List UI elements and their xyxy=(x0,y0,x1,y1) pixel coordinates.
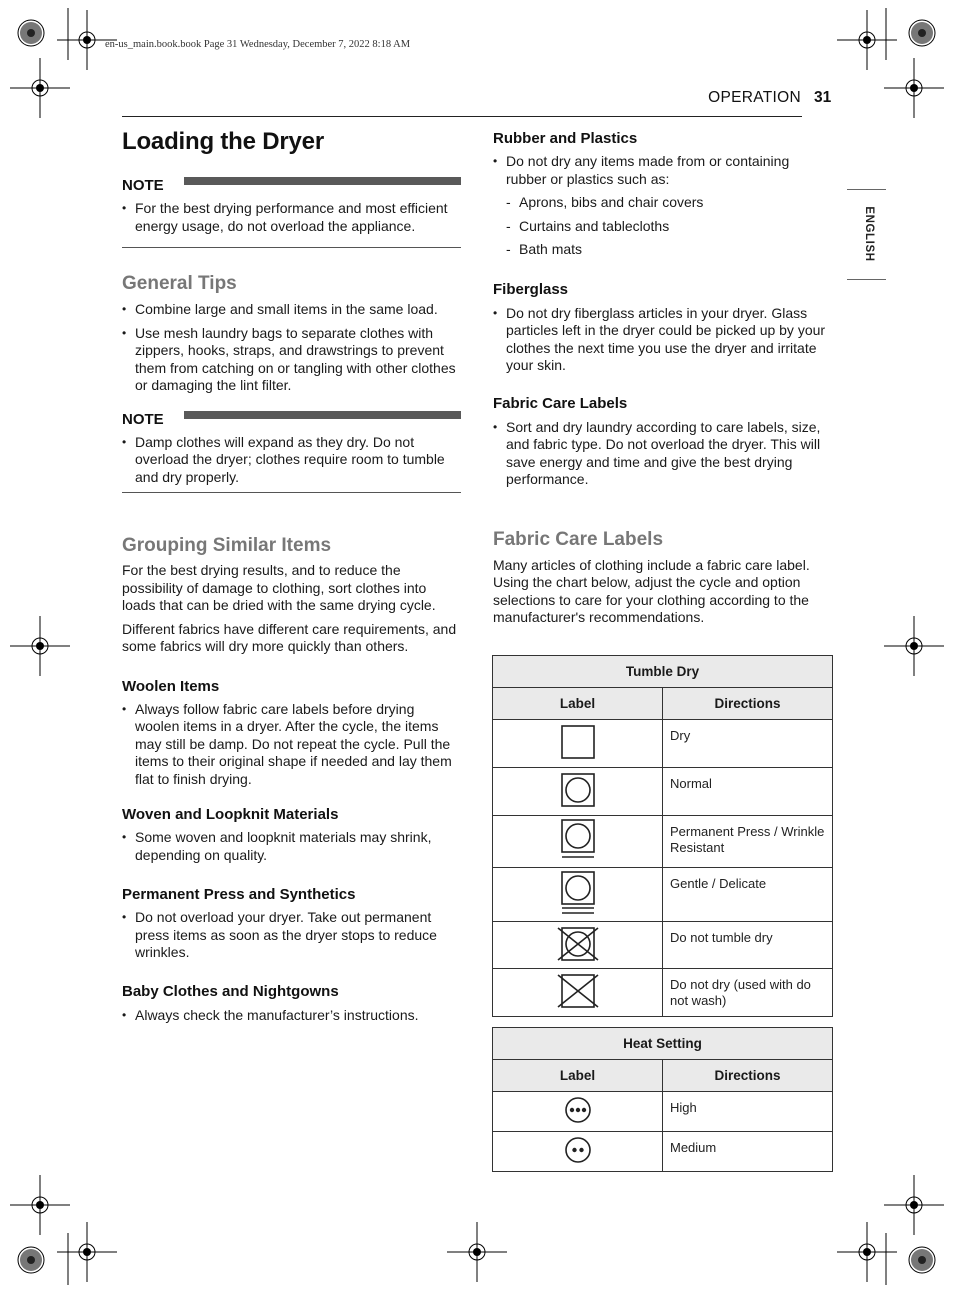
paragraph: For the best drying results, and to reduce the possibility of damage to clothing, sort clothes into loads that can be dried with the same drying cycle. xyxy=(122,562,436,613)
section-heading-fabric-care: Fabric Care Labels xyxy=(493,528,664,550)
list-item: • Sort and dry laundry according to care labels, size, and fabric type. Do not overload the dryer. This will save energy and time and give the best drying performance. xyxy=(493,419,833,489)
language-tab-label: ENGLISH xyxy=(863,206,875,262)
tumble-dry-table xyxy=(492,655,833,1017)
directions-cell: High xyxy=(663,1092,833,1132)
list-item: • Do not overload your dryer. Take out permanent press items as soon as the dryer stops to reduce wrinkles. xyxy=(122,909,461,962)
column-header-label: Label xyxy=(493,688,663,720)
table-row xyxy=(493,868,833,922)
paragraph: Different fabrics have different care requirements, and some fabrics will dry more quickly than others. xyxy=(122,620,457,654)
sub-list-item: - Bath mats xyxy=(506,241,833,259)
note-box-2 xyxy=(122,411,461,433)
subheading-fiberglass: Fiberglass xyxy=(493,280,569,298)
heat-medium-icon xyxy=(564,1136,592,1164)
directions-cell: Gentle / Delicate xyxy=(663,868,833,922)
subheading-baby-clothes: Baby Clothes and Nightgowns xyxy=(122,982,339,1000)
note-label: NOTE xyxy=(122,177,164,194)
list-item: • Damp clothes will expand as they dry. Do not overload the dryer; clothes require room to tumble and dry properly. xyxy=(122,434,461,487)
directions-cell: Permanent Press / Wrinkle Resistant xyxy=(663,816,833,868)
tumble-dry-gentle-icon xyxy=(561,871,595,915)
do-not-tumble-dry-icon xyxy=(557,927,599,961)
column-header-directions: Directions xyxy=(663,688,833,720)
table-row xyxy=(493,720,833,768)
dry-square-icon xyxy=(561,725,595,759)
note-bar xyxy=(184,411,461,419)
column-header-label: Label xyxy=(493,1060,663,1092)
list-item: • For the best drying performance and most efficient energy usage, do not overload the appliance. xyxy=(122,200,461,235)
table-title: Tumble Dry xyxy=(493,656,833,688)
heat-high-icon xyxy=(564,1096,592,1124)
sub-list-item: - Aprons, bibs and chair covers xyxy=(506,194,833,212)
heat-setting-table xyxy=(492,1027,833,1172)
subheading-woven: Woven and Loopknit Materials xyxy=(122,806,339,823)
language-tab xyxy=(847,189,886,280)
list-item: • Use mesh laundry bags to separate clothes with zippers, hooks, straps, and drawstrings to prevent them from catching on or tangling with other clothes or damaging the lint filter. xyxy=(122,325,461,395)
section-heading-general-tips: General Tips xyxy=(122,273,237,294)
table-row xyxy=(493,816,833,868)
list-item: • Combine large and small items in the same load. xyxy=(122,301,461,319)
table-row xyxy=(493,768,833,816)
left-column xyxy=(122,128,461,1030)
print-slug: en-us_main.book.book Page 31 Wednesday, December 7, 2022 8:18 AM xyxy=(105,39,411,50)
list-item: • Always follow fabric care labels before drying woolen items in a dryer. After the cycle, the items may still be damp. Do not repeat the cycle. Pull the items to their original shape if needed and lay them flat to finish drying. xyxy=(122,701,461,789)
table-title: Heat Setting xyxy=(493,1028,833,1060)
directions-cell: Medium xyxy=(663,1132,833,1172)
subheading-permanent-press: Permanent Press and Synthetics xyxy=(122,886,356,903)
table-row xyxy=(493,969,833,1017)
directions-cell: Do not dry (used with do not wash) xyxy=(663,969,833,1017)
header-rule xyxy=(122,116,802,117)
directions-cell: Do not tumble dry xyxy=(663,922,833,969)
table-row xyxy=(493,1092,833,1132)
list-item: • Always check the manufacturer’s instructions. xyxy=(122,1007,461,1025)
directions-cell: Normal xyxy=(663,768,833,816)
tumble-dry-normal-icon xyxy=(561,773,595,807)
header-section: OPERATION xyxy=(708,89,801,106)
table-row xyxy=(493,922,833,969)
paragraph: Many articles of clothing include a fabric care label. Using the chart below, adjust the cycle and option selections to care for your clothing according to the manufacturer's recommendations. xyxy=(493,556,810,625)
note-label: NOTE xyxy=(122,410,164,428)
directions-cell: Dry xyxy=(663,720,833,768)
table-row xyxy=(493,1132,833,1172)
do-not-dry-icon xyxy=(557,974,599,1008)
subheading-rubber-plastics: Rubber and Plastics xyxy=(493,130,638,147)
subheading-fabric-care-labels: Fabric Care Labels xyxy=(493,394,628,412)
note-box-1 xyxy=(122,177,461,199)
list-item: • Do not dry fiberglass articles in your dryer. Glass particles left in the dryer could be picked up by your clothes the next time you use the dryer and irritate your skin. xyxy=(493,305,833,375)
right-column xyxy=(493,130,833,627)
list-item: • Some woven and loopknit materials may shrink, depending on quality. xyxy=(122,829,461,864)
subheading-woolen: Woolen Items xyxy=(122,677,220,695)
sub-list-item: - Curtains and tablecloths xyxy=(506,218,833,236)
note-bar xyxy=(184,177,461,185)
section-heading-grouping: Grouping Similar Items xyxy=(122,535,332,556)
page-title: Loading the Dryer xyxy=(122,128,324,155)
list-item: • Do not dry any items made from or containing rubber or plastics such as: xyxy=(493,153,833,188)
page-number: 31 xyxy=(814,89,832,106)
tumble-dry-permanent-press-icon xyxy=(561,819,595,861)
column-header-directions: Directions xyxy=(663,1060,833,1092)
